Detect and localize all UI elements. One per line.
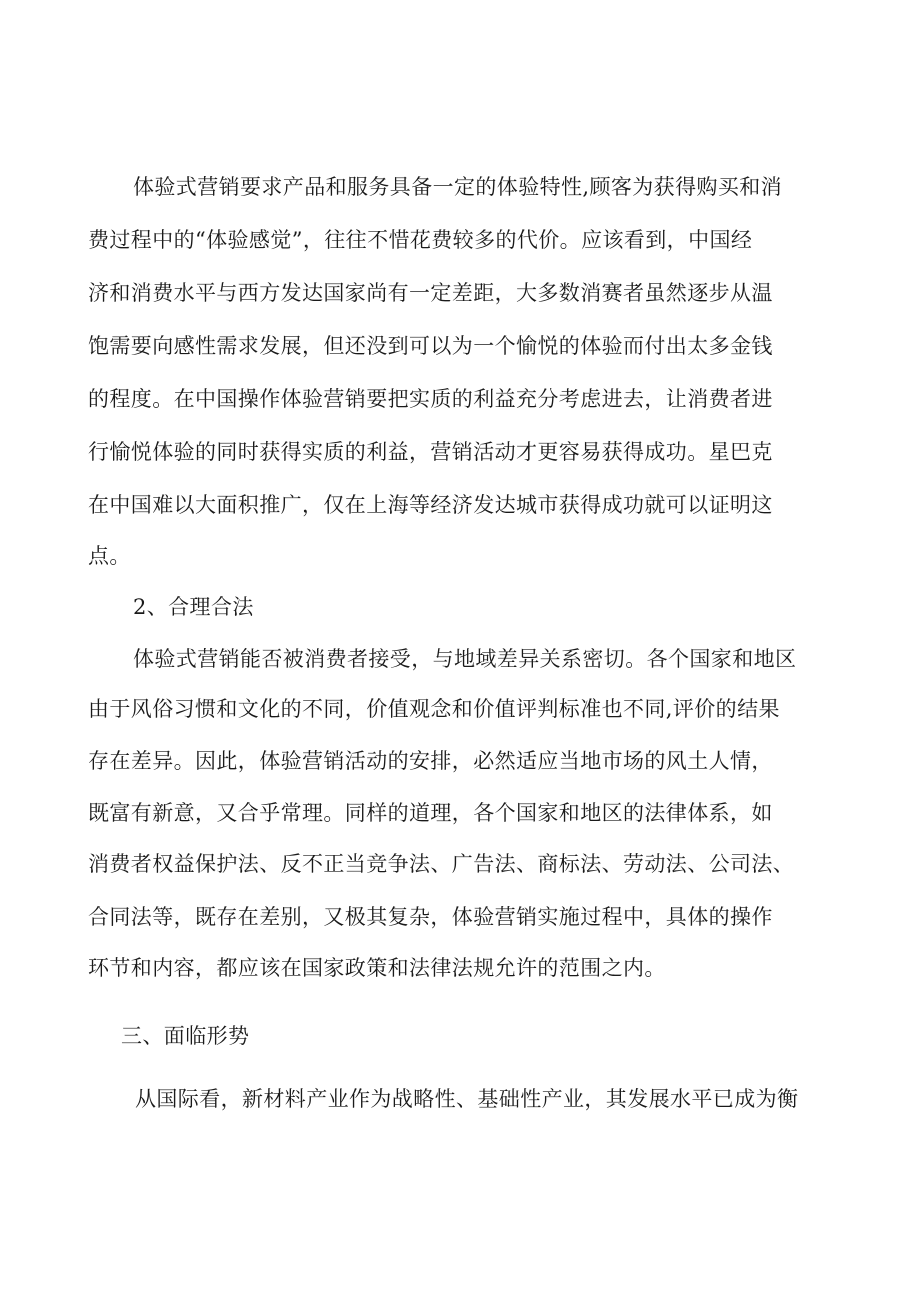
subheading-2: 2、合理合法 — [133, 595, 254, 619]
section-heading-3: 三、面临形势 — [121, 1024, 250, 1048]
paragraph-1-line-2: 费过程中的“体验感觉”，往往不惜花费较多的代价。应该看到，中国经 — [88, 228, 753, 252]
paragraph-1-line-7: 在中国难以大面积推广，仅在上海等经济发达城市获得成功就可以证明这 — [88, 493, 773, 517]
paragraph-2-line-5: 消费者权益保护法、反不正当竞争法、广告法、商标法、劳动法、公司法、 — [88, 852, 795, 876]
paragraph-2-line-1: 体验式营销能否被消费者接受，与地域差异关系密切。各个国家和地区 — [133, 647, 797, 671]
paragraph-1-line-3: 济和消费水平与西方发达国家尚有一定差距，大多数消赛者虽然逐步从温 — [88, 281, 773, 305]
paragraph-3-line-1: 从国际看，新材料产业作为战略性、基础性产业，其发展水平已成为衡 — [135, 1087, 799, 1111]
paragraph-1-line-8: 点。 — [88, 544, 131, 568]
paragraph-2-line-2: 由于风俗习惯和文化的不同，价值观念和价值评判标准也不同,评价的结果 — [88, 697, 780, 721]
paragraph-2-line-3: 存在差异。因此，体验营销活动的安排，必然适应当地市场的风土人情， — [88, 749, 773, 773]
paragraph-2-line-6: 合同法等，既存在差别，又极其复杂，体验营销实施过程中，具体的操作 — [88, 905, 773, 929]
paragraph-1-line-6: 行愉悦体验的同时获得实质的利益，营销活动才更容易获得成功。星巴克 — [88, 440, 773, 464]
paragraph-1-line-5: 的程度。在中国操作体验营销要把实质的利益充分考虑进去，让消费者进 — [88, 387, 773, 411]
paragraph-2-line-7: 环节和内容，都应该在国家政策和法律法规允许的范围之内。 — [88, 956, 666, 980]
paragraph-1-line-4: 饱需要向感性需求发展，但还没到可以为一个愉悦的体验而付出太多金钱 — [88, 334, 773, 358]
paragraph-2-line-4: 既富有新意，又合乎常理。同样的道理，各个国家和地区的法律体系，如 — [88, 801, 773, 825]
paragraph-1-line-1: 体验式营销要求产品和服务具备一定的体验特性,顾客为获得购买和消 — [133, 175, 783, 199]
